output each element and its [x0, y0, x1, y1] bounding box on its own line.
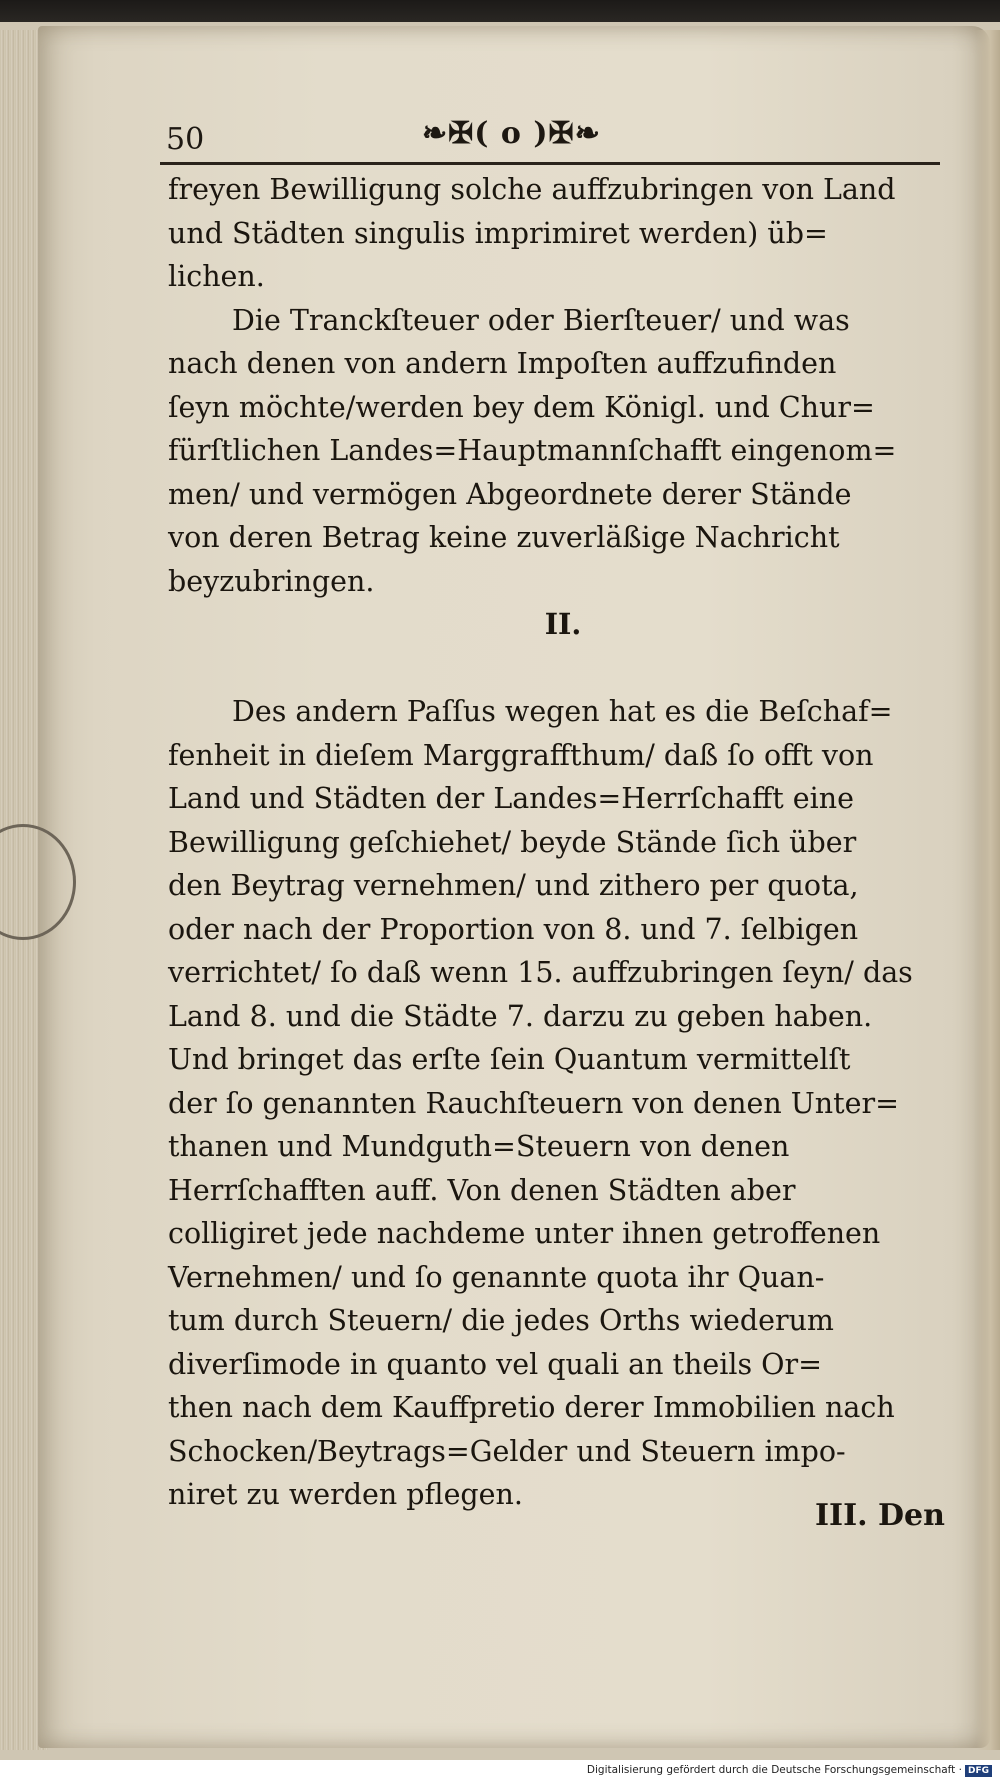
- text-line: Bewilligung geſchiehet/ beyde Stände ſich über: [168, 825, 857, 859]
- text-line: von deren Betrag keine zuverläßige Nachricht: [168, 521, 840, 554]
- text-line: der ſo genannten Rauchſteuern von denen Unter=: [168, 1086, 899, 1120]
- text-line: Des andern Paſſus wegen hat es die Beſchaf=: [232, 695, 893, 728]
- section-heading: II.: [544, 607, 582, 641]
- text-line: fenheit in dieſem Marggraffthum/ daß ſo offt von: [168, 738, 874, 772]
- text-line: den Beytrag vernehmen/ und zithero per quota,: [168, 869, 859, 902]
- header-ornament: ❧✠( o )✠❧: [422, 116, 601, 151]
- text-line: thanen und Mundguth=Steuern von denen: [168, 1130, 790, 1163]
- header-rule: [160, 162, 940, 165]
- text-line: nach denen von andern Impoſten auffzufinden: [168, 347, 837, 380]
- footer-credit: [587, 1764, 992, 1777]
- text-line: Die Tranckſteuer oder Bierſteuer/ und was: [232, 303, 850, 337]
- catchword: III. Den: [815, 1498, 945, 1533]
- page-number: 50: [166, 122, 205, 157]
- text-line: lichen.: [168, 260, 265, 293]
- text-line: verrichtet/ ſo daß wenn 15. auffzubringen ſeyn/ das: [168, 956, 913, 989]
- text-line: tum durch Steuern/ die jedes Orths wiederum: [168, 1304, 834, 1337]
- text-line: Land 8. und die Städte 7. darzu zu geben haben.: [168, 999, 873, 1033]
- text-line: Und bringet das erſte ſein Quantum vermittelſt: [168, 1043, 851, 1076]
- text-line: freyen Bewilligung solche auffzubringen von Land: [168, 173, 896, 206]
- dfg-logo: DFG: [965, 1765, 992, 1777]
- text-line: niret zu werden pflegen.: [168, 1478, 523, 1511]
- text-line: colligiret jede nachdeme unter ihnen getroffenen: [168, 1217, 881, 1250]
- text-line: Land und Städten der Landes=Herrſchafft eine: [168, 782, 855, 815]
- text-line: diverſimode in quanto vel quali an theils Or=: [168, 1347, 822, 1381]
- text-line: fürſtlichen Landes=Hauptmannſchafft eingenom=: [168, 434, 897, 467]
- footer-credit-text: Digitalisierung gefördert durch die Deutsche Forschungsgemeinschaft ·: [586, 1764, 962, 1776]
- text-line: beyzubringen.: [168, 564, 375, 598]
- text-line: ſeyn möchte/werden bey dem Königl. und Chur=: [168, 390, 875, 424]
- text-line: men/ und vermögen Abgeordnete derer Stände: [168, 477, 852, 511]
- text-line: then nach dem Kauffpretio derer Immobilien nach: [168, 1391, 895, 1424]
- page-header: [160, 112, 940, 168]
- text-line: und Städten singulis imprimiret werden) üb=: [168, 216, 828, 250]
- text-line: oder nach der Proportion von 8. und 7. ſelbigen: [168, 912, 859, 946]
- page-right-shadow: [976, 30, 1000, 1750]
- text-line: Schocken/Beytrags=Gelder und Steuern impo-: [168, 1434, 846, 1468]
- text-line: Herrſchafften auff. Von denen Städten aber: [168, 1173, 796, 1207]
- text-line: Vernehmen/ und ſo genannte quota ihr Quan-: [168, 1260, 825, 1294]
- body-text: [168, 168, 958, 1517]
